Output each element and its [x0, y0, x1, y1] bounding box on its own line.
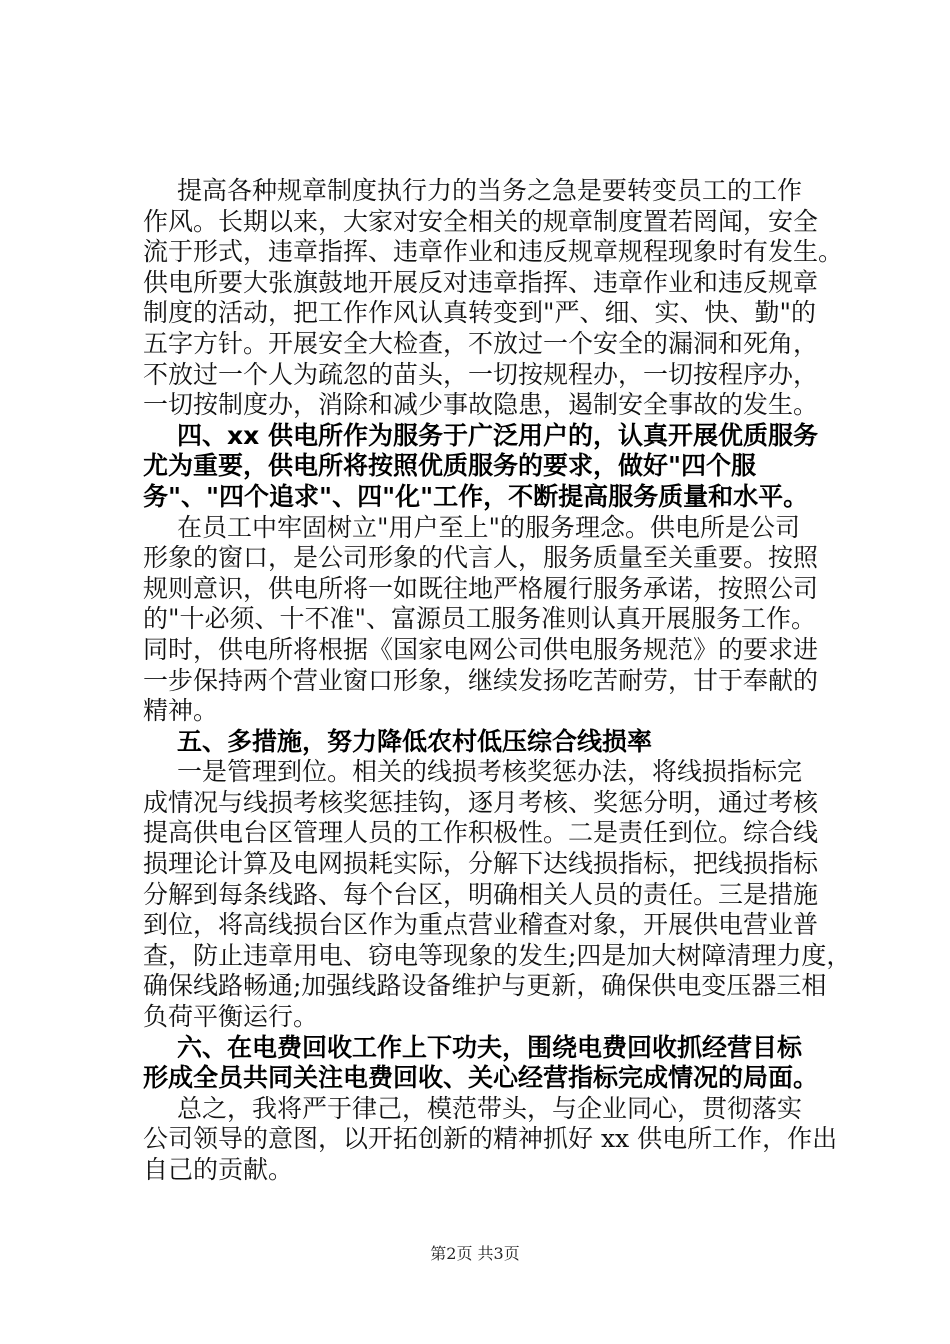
- paragraph-line: 精神。: [143, 696, 219, 726]
- paragraph-line: 作风。长期以来，大家对安全相关的规章制度置若罔闻，安全: [143, 206, 819, 236]
- section-heading-six: 六、在电费回收工作上下功夫，围绕电费回收抓经营目标: [177, 1032, 803, 1062]
- section-heading-four: 四、xx 供电所作为服务于广泛用户的，认真开展优质服务: [177, 420, 818, 450]
- document-body: [143, 176, 852, 1186]
- paragraph-line: 五字方针。开展安全大检查，不放过一个安全的漏洞和死角，: [143, 328, 819, 358]
- paragraph-line: 一切按制度办，消除和减少事故隐患，遏制安全事故的发生。: [143, 390, 819, 420]
- paragraph-line: 不放过一个人为疏忽的苗头，一切按规程办，一切按程序办，: [143, 359, 819, 389]
- paragraph-line: 同时，供电所将根据《国家电网公司供电服务规范》的要求进: [143, 634, 819, 664]
- paragraph-line: 到位，将高线损台区作为重点营业稽查对象，开展供电营业普: [143, 910, 819, 940]
- paragraph-line: 一是管理到位。相关的线损考核奖惩办法，将线损指标完: [177, 757, 803, 787]
- paragraph-line: 提高供电台区管理人员的工作积极性。二是责任到位。综合线: [143, 818, 819, 848]
- paragraph-line: 流于形式，违章指挥、违章作业和违反规章规程现象时有发生。: [143, 237, 844, 267]
- paragraph-line: 负荷平衡运行。: [143, 1002, 319, 1032]
- paragraph-line: 形象的窗口，是公司形象的代言人，服务质量至关重要。按照: [143, 543, 819, 573]
- paragraph-line: 提高各种规章制度执行力的当务之急是要转变员工的工作: [177, 176, 803, 205]
- paragraph-line: 查，防止违章用电、窃电等现象的发生;四是加大树障清理力度，: [143, 940, 852, 970]
- paragraph-line: 公司领导的意图，以开拓创新的精神抓好 xx 供电所工作，作出: [143, 1124, 838, 1154]
- paragraph-line: 分解到每条线路、每个台区，明确相关人员的责任。三是措施: [143, 879, 819, 909]
- paragraph-line: 规则意识，供电所将一如既往地严格履行服务承诺，按照公司: [143, 573, 819, 603]
- paragraph-line: 损理论计算及电网损耗实际，分解下达线损指标，把线损指标: [143, 849, 819, 879]
- paragraph-line: 一步保持两个营业窗口形象，继续发扬吃苦耐劳，甘于奉献的: [143, 665, 819, 695]
- paragraph-line: 的"十必须、十不准"、富源员工服务准则认真开展服务工作。: [143, 604, 817, 634]
- paragraph-line: 总之，我将严于律己，模范带头，与企业同心，贯彻落实: [177, 1093, 803, 1123]
- section-heading-six: 形成全员共同关注电费回收、关心经营指标完成情况的局面。: [143, 1063, 819, 1093]
- paragraph-line: 成情况与线损考核奖惩挂钩，逐月考核、奖惩分明，通过考核: [143, 787, 819, 817]
- page-number-footer: 第2页 共3页: [430, 1244, 520, 1263]
- section-heading-five: 五、多措施，努力降低农村低压综合线损率: [177, 726, 653, 756]
- section-heading-four: 务"、"四个追求"、四"化"工作，不断提高服务质量和水平。: [143, 481, 809, 511]
- section-heading-four: 尤为重要，供电所将按照优质服务的要求，做好"四个服: [143, 451, 757, 481]
- paragraph-line: 自己的贡献。: [143, 1155, 294, 1184]
- paragraph-line: 制度的活动，把工作作风认真转变到"严、细、实、快、勤"的: [143, 298, 817, 328]
- paragraph-line: 在员工中牢固树立"用户至上"的服务理念。供电所是公司: [177, 512, 801, 542]
- paragraph-line: 确保线路畅通;加强线路设备维护与更新，确保供电变压器三相: [143, 971, 827, 1001]
- paragraph-line: 供电所要大张旗鼓地开展反对违章指挥、违章作业和违反规章: [143, 267, 819, 297]
